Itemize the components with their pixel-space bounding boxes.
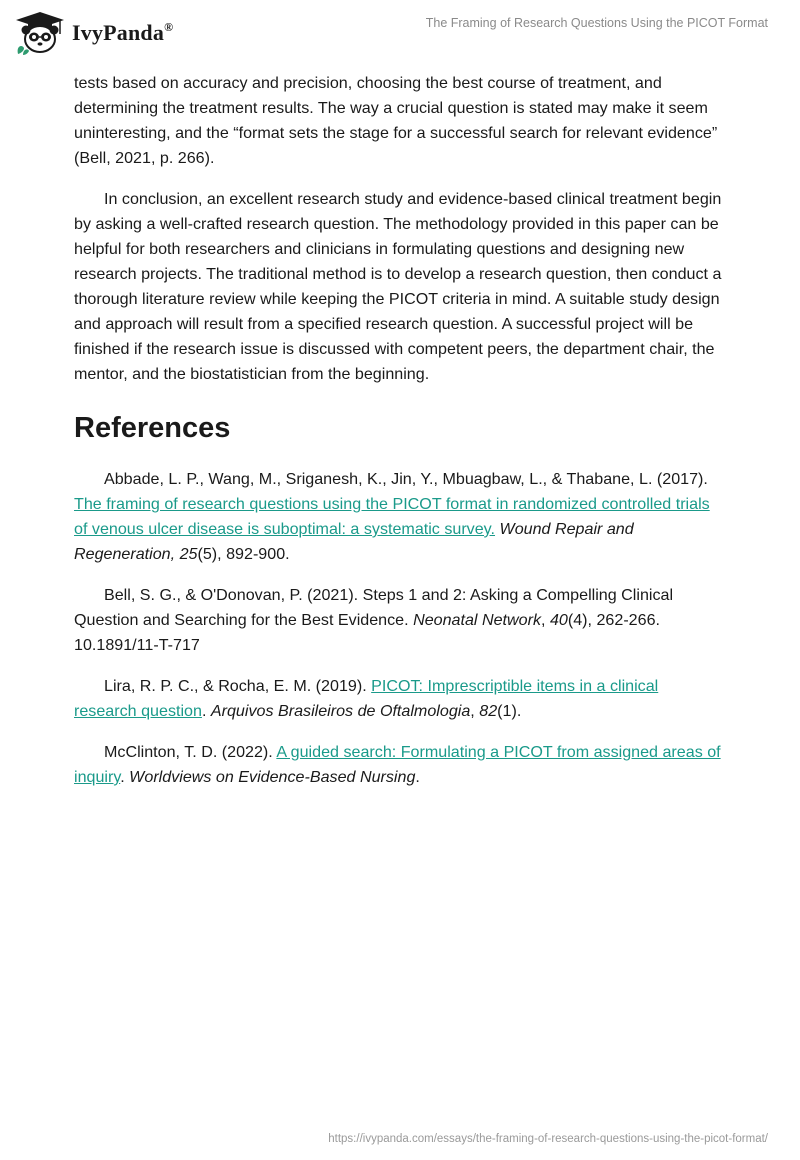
reference-tail: (5), 892-900. (197, 545, 290, 563)
essay-content (74, 71, 724, 806)
reference-journal: Arquivos Brasileiros de Oftalmologia (210, 702, 471, 720)
reference-journal: Worldviews on Evidence-Based Nursing (129, 768, 416, 786)
document-title: The Framing of Research Questions Using the PICOT Format (425, 16, 768, 30)
reference-item (74, 583, 724, 658)
reference-item (74, 740, 724, 790)
reference-tail: (4), 262-266. 10.1891/11-T-717 (74, 611, 661, 654)
body-paragraph-1: tests based on accuracy and precision, choosing the best course of treatment, and determining the treatment results. The way a crucial question is stated may make it seem uninteresting, and the “format sets the stage for a successful search for relevant evidence” (Bell, 2021, p. 266). (74, 74, 718, 167)
reference-item (74, 467, 724, 567)
reference-item (74, 674, 724, 724)
reference-link[interactable]: The framing of research questions using the PICOT format in randomized controlled trials of venous ulcer disease is suboptimal: a systematic survey. (74, 495, 710, 538)
panda-graduate-icon (14, 10, 66, 56)
reference-authors: Lira, R. P. C., & Rocha, E. M. (2019). (104, 677, 372, 695)
reference-journal: Neonatal Network (413, 611, 541, 629)
footer-url[interactable]: https://ivypanda.com/essays/the-framing-of-research-questions-using-the-picot-format/ (328, 1133, 768, 1145)
page-header (0, 0, 800, 70)
reference-separator: , (470, 702, 480, 720)
reference-separator: . (201, 702, 211, 720)
reference-separator: , (541, 611, 550, 629)
body-paragraph-2: In conclusion, an excellent research study and evidence-based clinical treatment begin by asking a well-crafted research question. The methodology provided in this paper can be helpful for both researchers and clinicians in formulating questions and designing new research projects. The traditional method is to develop a research question, then conduct a thorough literature review while keeping the PICOT criteria in mind. A suitable study design and approach will result from a specified research question. A successful project will be finished if the research issue is discussed with competent peers, the department chair, the mentor, and the biostatistician from the beginning. (74, 190, 722, 383)
reference-journal: Wound Repair and Regeneration, 25 (74, 520, 634, 563)
reference-tail: . (415, 768, 420, 786)
reference-tail: (1). (497, 702, 522, 720)
registered-mark: ® (164, 20, 174, 34)
ivypanda-logo[interactable] (14, 8, 173, 58)
reference-volume: 82 (479, 702, 498, 720)
reference-authors: Bell, S. G., & O'Donovan, P. (2021). Steps 1 and 2: Asking a Compelling Clinical Question and Searching for the Best Evidence. (74, 586, 674, 629)
reference-authors: Abbade, L. P., Wang, M., Sriganesh, K., Jin, Y., Mbuagbaw, L., & Thabane, L. (2017). (104, 470, 708, 488)
reference-link[interactable]: PICOT: Imprescriptible items in a clinical research question (74, 677, 659, 720)
reference-authors: McClinton, T. D. (2022). (104, 743, 277, 761)
reference-link[interactable]: A guided search: Formulating a PICOT from assigned areas of inquiry (74, 743, 721, 786)
reference-separator: . (120, 768, 130, 786)
brand-name: IvyPanda® (72, 20, 174, 45)
reference-volume: 40 (549, 611, 568, 629)
references-heading: References (74, 412, 231, 444)
